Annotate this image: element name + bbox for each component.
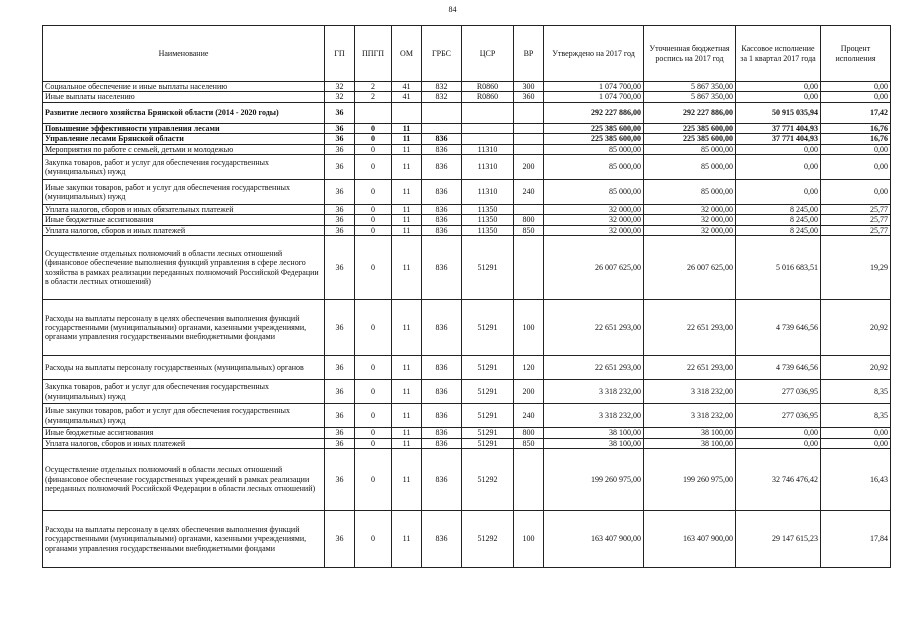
cell-gp: 36 [325,205,355,215]
cell-refined: 292 227 886,00 [644,102,736,123]
cell-om: 11 [392,404,422,428]
cell-name: Мероприятия по работе с семьей, детьми и молодежью [43,144,325,154]
table-row [43,144,891,154]
cell-gp: 32 [325,92,355,102]
cell-approved: 38 100,00 [544,428,644,438]
cell-cash: 0,00 [736,155,821,180]
cell-grbs: 836 [422,134,462,144]
cell-csr [462,134,514,144]
cell-refined: 85 000,00 [644,180,736,205]
cell-name: Иные бюджетные ассигнования [43,215,325,225]
cell-grbs [422,123,462,133]
cell-om: 41 [392,92,422,102]
cell-refined: 22 651 293,00 [644,300,736,356]
cell-gp: 36 [325,144,355,154]
cell-csr: 51291 [462,380,514,404]
cell-pgp: 0 [355,225,392,235]
cell-pgp: 0 [355,236,392,300]
cell-percent: 25,77 [821,215,891,225]
cell-name: Социальное обеспечение и иные выплаты населению [43,82,325,92]
cell-name: Закупка товаров, работ и услуг для обеспечения государственных (муниципальных) нужд [43,155,325,180]
cell-cash: 8 245,00 [736,205,821,215]
cell-om: 11 [392,225,422,235]
cell-grbs: 836 [422,180,462,205]
table-row [43,380,891,404]
cell-gp: 36 [325,404,355,428]
cell-approved: 85 000,00 [544,144,644,154]
cell-csr: 51291 [462,236,514,300]
header-pgp: ППГП [355,26,392,82]
cell-percent: 19,29 [821,236,891,300]
cell-vr: 850 [514,438,544,448]
cell-grbs: 832 [422,82,462,92]
cell-vr [514,449,544,511]
cell-gp: 36 [325,300,355,356]
cell-csr: 11310 [462,144,514,154]
table-row [43,92,891,102]
cell-percent: 0,00 [821,144,891,154]
cell-approved: 1 074 700,00 [544,82,644,92]
cell-csr: 51291 [462,404,514,428]
cell-csr: 11350 [462,205,514,215]
cell-pgp: 0 [355,438,392,448]
cell-cash: 0,00 [736,438,821,448]
table-row [43,511,891,568]
cell-grbs: 836 [422,404,462,428]
cell-refined: 26 007 625,00 [644,236,736,300]
cell-percent: 16,76 [821,123,891,133]
cell-cash: 8 245,00 [736,225,821,235]
cell-cash: 277 036,95 [736,404,821,428]
cell-cash: 5 016 683,51 [736,236,821,300]
header-name: Наименование [43,26,325,82]
cell-gp: 36 [325,180,355,205]
cell-refined: 5 867 350,00 [644,82,736,92]
cell-refined: 225 385 600,00 [644,134,736,144]
table-row [43,428,891,438]
cell-vr: 850 [514,225,544,235]
cell-refined: 32 000,00 [644,215,736,225]
cell-percent: 0,00 [821,180,891,205]
cell-gp: 36 [325,438,355,448]
cell-csr: R0860 [462,82,514,92]
cell-pgp: 0 [355,134,392,144]
header-vr: ВР [514,26,544,82]
cell-name: Закупка товаров, работ и услуг для обеспечения государственных (муниципальных) нужд [43,380,325,404]
cell-approved: 32 000,00 [544,225,644,235]
cell-cash: 0,00 [736,82,821,92]
cell-vr [514,205,544,215]
cell-grbs: 836 [422,300,462,356]
cell-gp: 36 [325,215,355,225]
cell-vr [514,134,544,144]
cell-om: 11 [392,144,422,154]
table-header-row [43,26,891,82]
table-row [43,155,891,180]
cell-gp: 36 [325,380,355,404]
cell-name: Управление лесами Брянской области [43,134,325,144]
table-row [43,134,891,144]
cell-grbs: 836 [422,155,462,180]
cell-percent: 0,00 [821,92,891,102]
cell-percent: 0,00 [821,155,891,180]
cell-vr [514,102,544,123]
cell-percent: 8,35 [821,404,891,428]
cell-pgp: 0 [355,404,392,428]
cell-gp: 36 [325,356,355,380]
header-gp: ГП [325,26,355,82]
cell-refined: 22 651 293,00 [644,356,736,380]
cell-vr: 100 [514,511,544,568]
cell-csr: 11350 [462,215,514,225]
cell-grbs: 836 [422,449,462,511]
cell-pgp: 0 [355,205,392,215]
cell-om [392,102,422,123]
cell-gp: 36 [325,428,355,438]
cell-percent: 17,84 [821,511,891,568]
cell-grbs: 836 [422,380,462,404]
cell-grbs: 836 [422,144,462,154]
cell-csr: 11310 [462,180,514,205]
cell-grbs: 836 [422,236,462,300]
page-number: 84 [448,5,457,14]
header-cash: Кассовое исполнение за 1 квартал 2017 года [736,26,821,82]
cell-csr [462,123,514,133]
cell-approved: 3 318 232,00 [544,404,644,428]
cell-vr [514,144,544,154]
cell-approved: 1 074 700,00 [544,92,644,102]
cell-approved: 163 407 900,00 [544,511,644,568]
cell-approved: 85 000,00 [544,180,644,205]
cell-cash: 29 147 615,23 [736,511,821,568]
cell-vr: 200 [514,380,544,404]
cell-percent: 8,35 [821,380,891,404]
cell-name: Расходы на выплаты персоналу государственных (муниципальных) органов [43,356,325,380]
cell-cash: 37 771 404,93 [736,134,821,144]
cell-name: Расходы на выплаты персоналу в целях обеспечения выполнения функций государственными (муниципальными) органами, казенными учреждениями, органами управления государственными внебюджетными фондами [43,511,325,568]
cell-grbs: 836 [422,205,462,215]
cell-percent: 25,77 [821,205,891,215]
table-row [43,180,891,205]
header-grbs: ГРБС [422,26,462,82]
cell-csr: 51291 [462,438,514,448]
cell-vr: 360 [514,92,544,102]
cell-name: Расходы на выплаты персоналу в целях обеспечения выполнения функций государственными (муниципальными) органами, казенными учреждениями, органами управления государственными внебюджетными фондами [43,300,325,356]
cell-pgp: 0 [355,215,392,225]
cell-name: Уплата налогов, сборов и иных платежей [43,225,325,235]
cell-approved: 22 651 293,00 [544,300,644,356]
cell-csr: R0860 [462,92,514,102]
cell-om: 11 [392,428,422,438]
header-csr: ЦСР [462,26,514,82]
cell-refined: 3 318 232,00 [644,404,736,428]
cell-vr: 800 [514,215,544,225]
cell-gp: 36 [325,511,355,568]
cell-approved: 3 318 232,00 [544,380,644,404]
cell-name: Развитие лесного хозяйства Брянской области (2014 - 2020 годы) [43,102,325,123]
cell-csr: 51292 [462,511,514,568]
cell-name: Уплата налогов, сборов и иных обязательных платежей [43,205,325,215]
cell-name: Уплата налогов, сборов и иных платежей [43,438,325,448]
cell-om: 11 [392,511,422,568]
cell-om: 11 [392,236,422,300]
cell-approved: 292 227 886,00 [544,102,644,123]
table-row [43,102,891,123]
cell-om: 11 [392,205,422,215]
cell-pgp: 0 [355,155,392,180]
cell-pgp: 2 [355,82,392,92]
cell-percent: 20,92 [821,356,891,380]
cell-pgp: 0 [355,180,392,205]
cell-name: Иные закупки товаров, работ и услуг для обеспечения государственных (муниципальных) нужд [43,180,325,205]
table-body [43,82,891,568]
cell-cash: 32 746 476,42 [736,449,821,511]
cell-pgp: 0 [355,428,392,438]
cell-percent: 0,00 [821,82,891,92]
cell-refined: 32 000,00 [644,225,736,235]
cell-name: Повышение эффективности управления лесами [43,123,325,133]
cell-percent: 0,00 [821,438,891,448]
cell-gp: 36 [325,225,355,235]
cell-csr: 11310 [462,155,514,180]
table-row [43,123,891,133]
cell-gp: 36 [325,155,355,180]
cell-om: 11 [392,449,422,511]
table-row [43,82,891,92]
cell-vr: 200 [514,155,544,180]
cell-pgp: 0 [355,380,392,404]
cell-pgp: 0 [355,356,392,380]
cell-vr: 240 [514,404,544,428]
cell-csr: 11350 [462,225,514,235]
budget-table [42,25,891,568]
cell-percent: 16,76 [821,134,891,144]
cell-om: 11 [392,180,422,205]
table-row [43,225,891,235]
cell-cash: 0,00 [736,180,821,205]
cell-csr: 51292 [462,449,514,511]
cell-grbs: 836 [422,215,462,225]
cell-approved: 85 000,00 [544,155,644,180]
cell-grbs: 836 [422,438,462,448]
cell-pgp: 0 [355,449,392,511]
cell-refined: 85 000,00 [644,144,736,154]
cell-om: 11 [392,380,422,404]
cell-approved: 26 007 625,00 [544,236,644,300]
cell-grbs: 836 [422,511,462,568]
cell-om: 11 [392,123,422,133]
cell-om: 11 [392,356,422,380]
cell-om: 11 [392,300,422,356]
cell-pgp: 0 [355,144,392,154]
cell-gp: 36 [325,102,355,123]
cell-percent: 16,43 [821,449,891,511]
cell-pgp: 2 [355,92,392,102]
cell-approved: 225 385 600,00 [544,134,644,144]
table-row [43,449,891,511]
cell-csr: 51291 [462,356,514,380]
cell-vr [514,236,544,300]
cell-name: Иные закупки товаров, работ и услуг для обеспечения государственных (муниципальных) нужд [43,404,325,428]
cell-refined: 199 260 975,00 [644,449,736,511]
cell-pgp [355,102,392,123]
cell-cash: 0,00 [736,92,821,102]
cell-gp: 36 [325,449,355,511]
cell-vr: 300 [514,82,544,92]
cell-gp: 36 [325,123,355,133]
cell-cash: 277 036,95 [736,380,821,404]
cell-om: 11 [392,155,422,180]
cell-cash: 4 739 646,56 [736,300,821,356]
cell-approved: 32 000,00 [544,215,644,225]
table-row [43,404,891,428]
cell-csr: 51291 [462,300,514,356]
cell-grbs [422,102,462,123]
cell-gp: 36 [325,236,355,300]
cell-gp: 32 [325,82,355,92]
header-approved: Утверждено на 2017 год [544,26,644,82]
cell-percent: 20,92 [821,300,891,356]
cell-grbs: 832 [422,92,462,102]
cell-approved: 225 385 600,00 [544,123,644,133]
cell-approved: 199 260 975,00 [544,449,644,511]
cell-vr: 800 [514,428,544,438]
cell-cash: 0,00 [736,428,821,438]
cell-cash: 8 245,00 [736,215,821,225]
cell-csr [462,102,514,123]
cell-grbs: 836 [422,356,462,380]
table-row [43,300,891,356]
cell-cash: 0,00 [736,144,821,154]
cell-refined: 85 000,00 [644,155,736,180]
cell-grbs: 836 [422,225,462,235]
cell-refined: 5 867 350,00 [644,92,736,102]
cell-cash: 37 771 404,93 [736,123,821,133]
cell-percent: 0,00 [821,428,891,438]
cell-percent: 25,77 [821,225,891,235]
cell-refined: 225 385 600,00 [644,123,736,133]
cell-vr: 100 [514,300,544,356]
header-refined: Уточненная бюджетная роспись на 2017 год [644,26,736,82]
cell-gp: 36 [325,134,355,144]
cell-approved: 38 100,00 [544,438,644,448]
cell-om: 11 [392,215,422,225]
cell-vr: 240 [514,180,544,205]
cell-name: Осуществление отдельных полномочий в области лесных отношений (финансовое обеспечение выполнения функций управления в сфере лесного хозяйства в рамках реализации переданных полномочий Российской Федерации в области лестных отношений) [43,236,325,300]
cell-refined: 32 000,00 [644,205,736,215]
cell-refined: 38 100,00 [644,428,736,438]
table-row [43,215,891,225]
cell-name: Иные выплаты населению [43,92,325,102]
header-percent: Процент исполнения [821,26,891,82]
cell-cash: 50 915 035,94 [736,102,821,123]
cell-refined: 3 318 232,00 [644,380,736,404]
cell-vr [514,123,544,133]
cell-pgp: 0 [355,123,392,133]
cell-cash: 4 739 646,56 [736,356,821,380]
cell-name: Иные бюджетные ассигнования [43,428,325,438]
cell-pgp: 0 [355,300,392,356]
cell-approved: 22 651 293,00 [544,356,644,380]
cell-om: 41 [392,82,422,92]
cell-om: 11 [392,438,422,448]
cell-vr: 120 [514,356,544,380]
cell-percent: 17,42 [821,102,891,123]
table-row [43,236,891,300]
header-om: ОМ [392,26,422,82]
cell-name: Осуществление отдельных полномочий в области лесных отношений (финансовое обеспечение государственных учреждений в рамках реализации переданных полномочий Российской Федерации в области лесных отношений) [43,449,325,511]
cell-approved: 32 000,00 [544,205,644,215]
cell-refined: 38 100,00 [644,438,736,448]
cell-om: 11 [392,134,422,144]
table-row [43,356,891,380]
cell-csr: 51291 [462,428,514,438]
cell-grbs: 836 [422,428,462,438]
table-row [43,205,891,215]
cell-refined: 163 407 900,00 [644,511,736,568]
cell-pgp: 0 [355,511,392,568]
table-row [43,438,891,448]
